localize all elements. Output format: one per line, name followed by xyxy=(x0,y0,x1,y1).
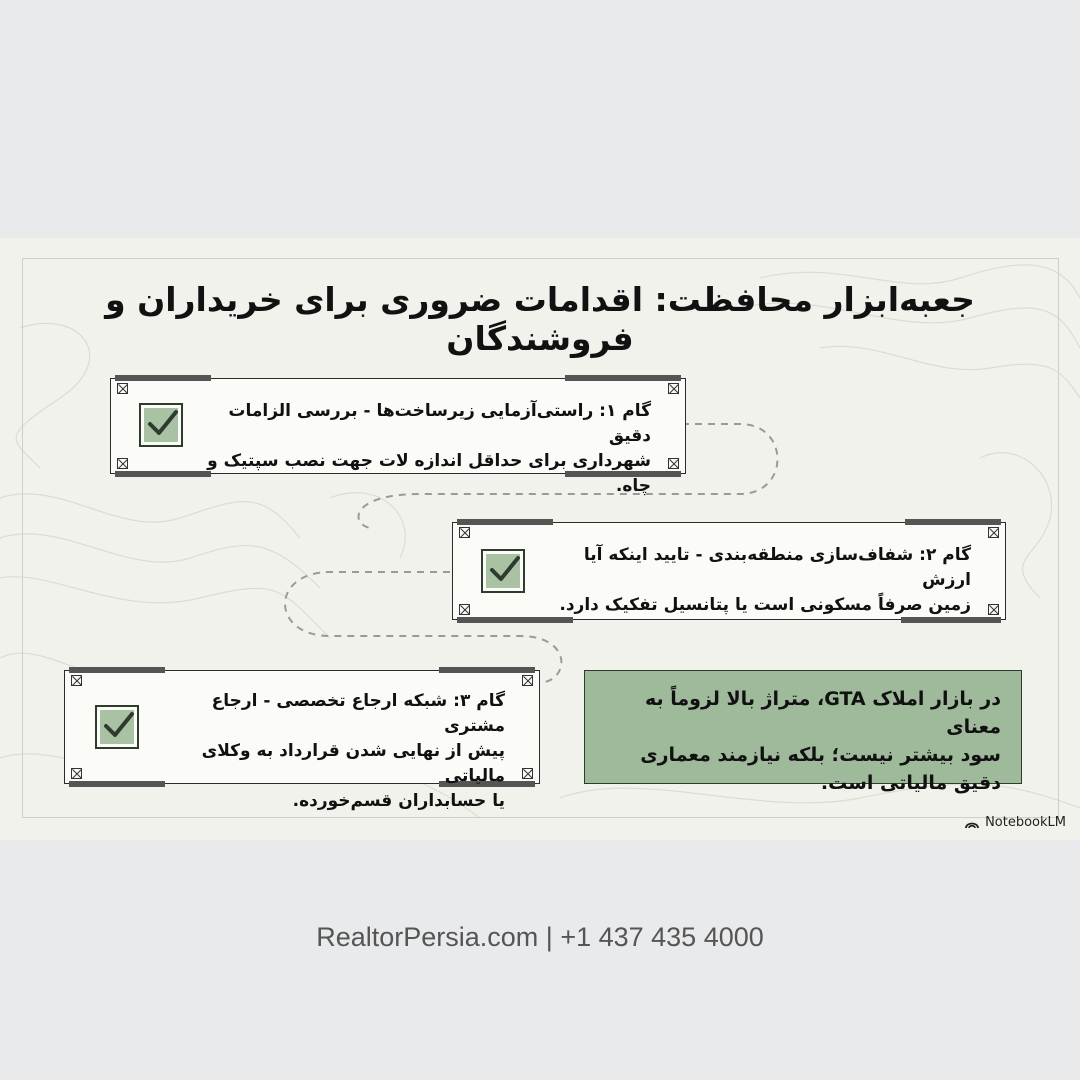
page-title: جعبه‌ابزار محافظت: اقدامات ضروری برای خریداران و فروشندگان xyxy=(105,280,975,358)
note-line-1: در بازار املاک GTA، متراژ بالا لزوماً به معنای xyxy=(644,688,1001,738)
brand-label: NotebookLM xyxy=(985,815,1066,830)
infographic-card xyxy=(0,238,1080,840)
notebooklm-brand xyxy=(964,815,1066,830)
corner-marker xyxy=(71,675,82,686)
step-2-card xyxy=(452,522,1006,620)
step-3-card xyxy=(64,670,540,811)
corner-marker xyxy=(71,768,82,779)
checkbox-check-icon xyxy=(139,403,183,447)
corner-marker xyxy=(522,768,533,779)
corner-marker xyxy=(988,604,999,615)
footer-contact: RealtorPersia.com | +1 437 435 4000 xyxy=(316,922,764,952)
note-line-3: دقیق مالیاتی است. xyxy=(820,772,1001,794)
corner-marker xyxy=(668,383,679,394)
step-2-line-1: گام ۲: شفاف‌سازی منطقه‌بندی - تایید اینکه آیا ارزش xyxy=(583,545,971,590)
step-2-text xyxy=(531,543,971,618)
corner-marker xyxy=(459,604,470,615)
corner-marker xyxy=(117,458,128,469)
step-3-line-3: یا حسابداران قسم‌خورده. xyxy=(292,791,505,811)
step-3-text xyxy=(145,689,505,814)
step-1-line-2: شهرداری برای حداقل اندازه لات جهت نصب سپتیک و چاه. xyxy=(207,451,651,496)
step-3-line-1: گام ۳: شبکه ارجاع تخصصی - ارجاع مشتری xyxy=(211,691,505,736)
notebooklm-logo-icon xyxy=(964,817,980,829)
corner-marker xyxy=(117,383,128,394)
note-line-2: سود بیشتر نیست؛ بلکه نیازمند معماری xyxy=(640,744,1001,766)
corner-marker xyxy=(988,527,999,538)
step-2-line-2: زمین صرفاً مسکونی است یا پتانسیل تفکیک دارد. xyxy=(559,595,971,615)
corner-marker xyxy=(668,458,679,469)
highlight-note xyxy=(584,670,1022,794)
checkbox-check-icon xyxy=(481,549,525,593)
step-1-text xyxy=(201,399,651,499)
step-3-line-2: پیش از نهایی شدن قرارداد به وکلای مالیاتی xyxy=(201,741,505,786)
note-text xyxy=(621,685,1001,797)
step-1-line-1: گام ۱: راستی‌آزمایی زیرساخت‌ها - بررسی الزامات دقیق xyxy=(228,401,651,446)
corner-marker xyxy=(522,675,533,686)
step-1-card xyxy=(110,378,686,496)
corner-marker xyxy=(459,527,470,538)
checkbox-check-icon xyxy=(95,705,139,749)
